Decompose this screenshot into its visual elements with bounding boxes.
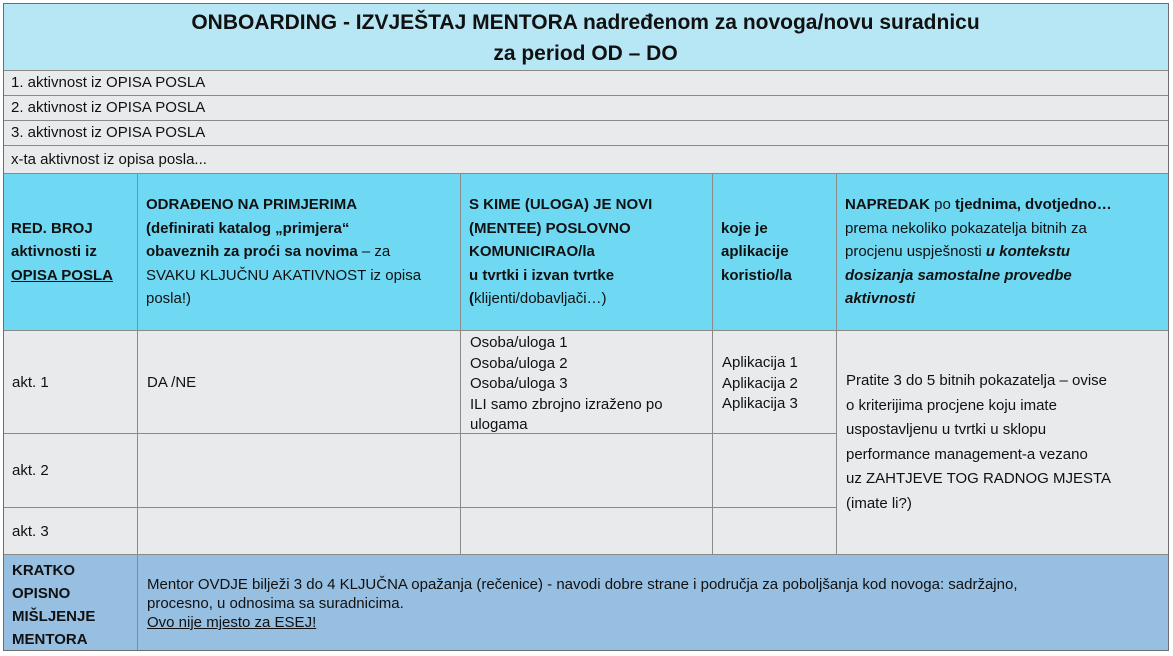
header-col5-line4: dosizanja samostalne provedbe bbox=[845, 266, 1072, 284]
progress-note-line-6: (imate li?) bbox=[846, 494, 912, 512]
row-1-roles-cell bbox=[461, 331, 713, 434]
progress-note-line-3: uspostavljenu u tvrtki u sklopu bbox=[846, 421, 1047, 438]
header-col5-line5: aktivnosti bbox=[845, 290, 916, 308]
header-col2-line2: (definirati katalog „primjera“ bbox=[146, 219, 350, 237]
header-aplikacije bbox=[713, 174, 837, 331]
header-col2-line3-bold: obaveznih za proći sa novima bbox=[146, 243, 358, 261]
header-col5-line3a: procjenu uspješnosti bbox=[845, 243, 986, 261]
footer-essay-note: Ovo nije mjesto za ESEJ! bbox=[147, 614, 317, 631]
footer-label-line-3: MIŠLJENJE bbox=[12, 608, 96, 625]
activity-row-1: 1. aktivnost iz OPISA POSLA bbox=[3, 71, 1169, 96]
header-col4-line1: koje je bbox=[721, 219, 768, 237]
activity-row-x: x-ta aktivnost iz opisa posla... bbox=[3, 146, 1169, 174]
row-2-done-cell bbox=[138, 434, 461, 508]
header-col4-line2: aplikacije bbox=[721, 243, 789, 261]
progress-note-line-5: uz ZAHTJEVE TOG RADNOG MJESTA bbox=[846, 470, 1112, 487]
footer-text-line-2: procesno, u odnosima sa suradnicima. bbox=[147, 595, 404, 612]
role-aggregate: ILI samo zbrojno izraženo po bbox=[470, 395, 663, 413]
header-red-broj bbox=[3, 174, 138, 331]
row-1-apps-cell bbox=[713, 331, 837, 434]
header-col2-line5: posla!) bbox=[146, 290, 192, 308]
header-col4-line3: koristio/la bbox=[721, 266, 792, 284]
row-3-label: akt. 3 bbox=[12, 522, 49, 540]
footer-label-line-4: MENTORA bbox=[12, 631, 88, 648]
header-col3-line2: (MENTEE) POSLOVNO bbox=[469, 219, 631, 237]
row-1-label: akt. 1 bbox=[12, 373, 49, 391]
report-title bbox=[3, 3, 1169, 71]
header-col5-bold1b: tjednima, dvotjedno… bbox=[955, 196, 1112, 214]
header-col3-paren: ( bbox=[469, 290, 474, 308]
header-s-kime bbox=[461, 174, 713, 331]
header-odradeno bbox=[138, 174, 461, 331]
header-col5-bold1: NAPREDAK bbox=[845, 196, 931, 214]
title-line-2: za period OD – DO bbox=[493, 42, 678, 65]
role-2: Osoba/uloga 2 bbox=[470, 354, 568, 372]
app-1: Aplikacija 1 bbox=[722, 354, 798, 371]
row-label-akt-1 bbox=[3, 331, 138, 434]
header-col5-mid1: po bbox=[930, 196, 956, 214]
header-col2-line1: ODRAĐENO NA PRIMJERIMA bbox=[146, 196, 358, 214]
row-1-done-cell bbox=[138, 331, 461, 434]
header-col1-line1: RED. BROJ bbox=[11, 219, 93, 237]
row-3-roles-cell bbox=[461, 508, 713, 555]
header-col2-line4: SVAKU KLJUČNU AKATIVNOST iz opisa bbox=[146, 266, 422, 284]
row-2-apps-cell bbox=[713, 434, 837, 508]
app-3: Aplikacija 3 bbox=[722, 395, 798, 412]
header-col1-line3: OPISA POSLA bbox=[11, 266, 113, 284]
header-col3-line3: KOMUNICIRAO/la bbox=[469, 243, 595, 261]
row-2-roles-cell bbox=[461, 434, 713, 508]
footer-text-cell bbox=[138, 555, 1169, 651]
header-col3-line1: S KIME (ULOGA) JE NOVI bbox=[469, 196, 653, 214]
row-3-apps-cell bbox=[713, 508, 837, 555]
header-col3-line4: u tvrtki i izvan tvrtke bbox=[469, 266, 615, 284]
title-line-1: ONBOARDING - IZVJEŠTAJ MENTORA nadređenom za novoga/novu suradnicu bbox=[191, 11, 980, 34]
progress-note-cell bbox=[837, 331, 1169, 555]
header-col3-line5: klijenti/dobavljači…) bbox=[474, 290, 607, 308]
progress-note-line-2: o kriterijima procjene koju imate bbox=[846, 396, 1057, 414]
progress-note-line-1: Pratite 3 do 5 bitnih pokazatelja – ovise bbox=[846, 372, 1107, 389]
onboarding-report-table bbox=[3, 3, 1169, 651]
role-1: Osoba/uloga 1 bbox=[470, 334, 568, 351]
footer-text-line-1: Mentor OVDJE bilježi 3 do 4 KLJUČNA opažanja (rečenice) - navodi dobre strane i područja za poboljšanja kod novoga: sadržajno, bbox=[147, 576, 1018, 593]
row-3-done-cell bbox=[138, 508, 461, 555]
progress-note-line-4: performance management-a vezano bbox=[846, 445, 1088, 463]
row-label-akt-3 bbox=[3, 508, 138, 555]
footer-label-line-1: KRATKO bbox=[12, 562, 76, 579]
row-label-akt-2 bbox=[3, 434, 138, 508]
role-aggregate-cont: ulogama bbox=[470, 416, 528, 433]
header-col5-line2: prema nekoliko pokazatelja bitnih za bbox=[845, 219, 1087, 237]
header-col1-line2: aktivnosti iz bbox=[11, 243, 97, 261]
role-3: Osoba/uloga 3 bbox=[470, 375, 568, 392]
activity-row-3: 3. aktivnost iz OPISA POSLA bbox=[3, 121, 1169, 146]
footer-label-cell bbox=[3, 555, 138, 651]
row-1-done-value: DA /NE bbox=[147, 373, 197, 391]
activity-row-2: 2. aktivnost iz OPISA POSLA bbox=[3, 96, 1169, 121]
row-2-label: akt. 2 bbox=[12, 462, 49, 479]
header-col5-line3b: u kontekstu bbox=[985, 243, 1071, 261]
footer-label-line-2: OPISNO bbox=[12, 585, 71, 602]
header-napredak bbox=[837, 174, 1169, 331]
app-2: Aplikacija 2 bbox=[722, 374, 798, 392]
header-col2-line3-rest: – za bbox=[357, 243, 391, 261]
